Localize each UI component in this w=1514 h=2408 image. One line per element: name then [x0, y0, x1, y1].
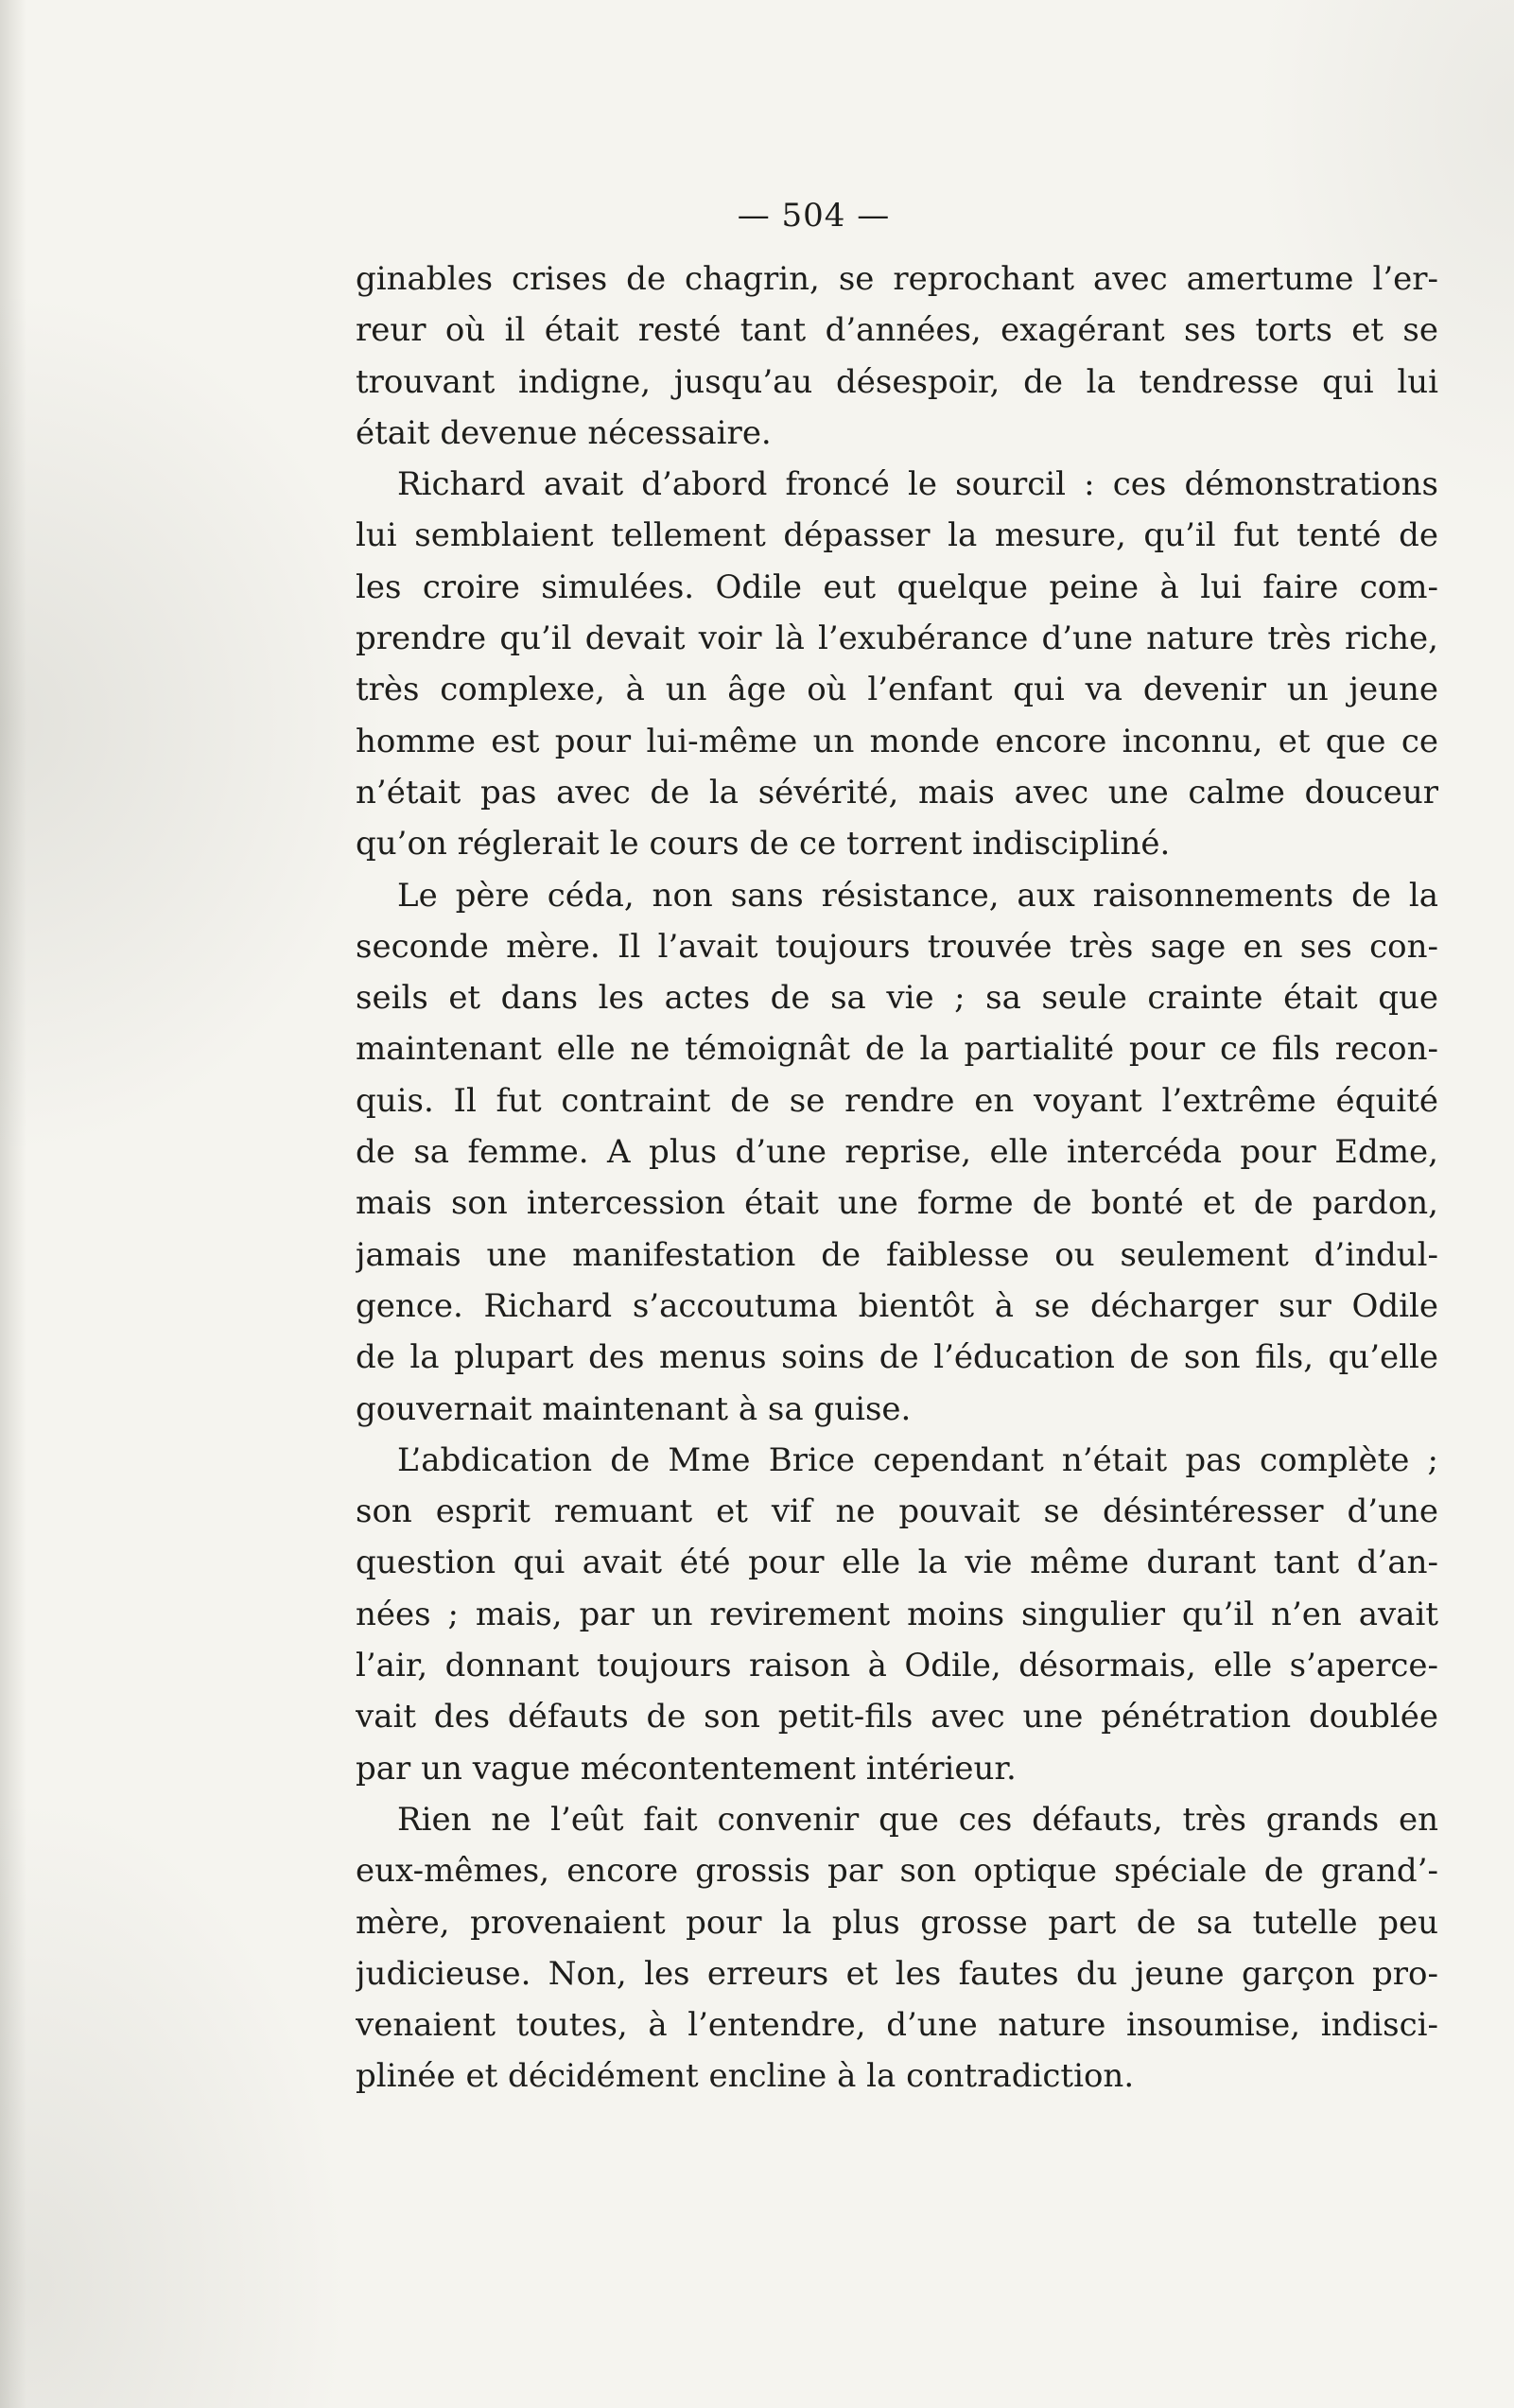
- text-line: était devenue nécessaire.: [356, 413, 772, 452]
- text-line: gence. Richard s’accoutuma bientôt à se décharger sur Odile: [356, 1286, 1438, 1325]
- text-line: Le père céda, non sans résistance, aux raisonnements de la: [397, 876, 1438, 915]
- text-line: quis. Il fut contraint de se rendre en voyant l’extrême équité: [356, 1081, 1438, 1120]
- paragraph: [356, 870, 1438, 1435]
- text-line: jamais une manifestation de faiblesse ou seulement d’indul-: [356, 1235, 1438, 1274]
- text-line: n’était pas avec de la sévérité, mais avec une calme douceur: [356, 773, 1438, 811]
- text-line: nées ; mais, par un revirement moins singulier qu’il n’en avait: [356, 1595, 1438, 1633]
- body-text: [356, 253, 1438, 2103]
- text-line: de sa femme. A plus d’une reprise, elle intercéda pour Edme,: [356, 1133, 1438, 1172]
- text-line: trouvant indigne, jusqu’au désespoir, de la tendresse qui lui: [356, 362, 1438, 401]
- text-line: ginables crises de chagrin, se reprochant avec amertume l’er-: [356, 260, 1438, 298]
- paragraph: [356, 459, 1438, 869]
- text-line: les croire simulées. Odile eut quelque peine à lui faire com-: [356, 567, 1438, 606]
- text-line: l’air, donnant toujours raison à Odile, désormais, elle s’aperce-: [356, 1647, 1438, 1685]
- text-line: seils et dans les actes de sa vie ; sa seule crainte était que: [356, 979, 1438, 1018]
- text-line: très complexe, à un âge où l’enfant qui va devenir un jeune: [356, 671, 1438, 709]
- text-line: question qui avait été pour elle la vie même durant tant d’an-: [356, 1544, 1438, 1582]
- text-line: son esprit remuant et vif ne pouvait se désintéresser d’une: [356, 1492, 1438, 1531]
- text-line: mais son intercession était une forme de bonté et de pardon,: [356, 1184, 1438, 1223]
- text-line: vait des défauts de son petit-fils avec une pénétration doublée: [356, 1698, 1438, 1736]
- paragraph: [356, 1435, 1438, 1794]
- text-line: mère, provenaient pour la plus grosse part de sa tutelle peu: [356, 1903, 1438, 1942]
- paragraph: [356, 1794, 1438, 2103]
- text-line: maintenant elle ne témoignât de la partialité pour ce fils recon-: [356, 1030, 1438, 1069]
- paragraph: [356, 253, 1438, 459]
- page-shadow-edge: [0, 0, 26, 2408]
- text-line: prendre qu’il devait voir là l’exubérance d’une nature très riche,: [356, 619, 1438, 658]
- text-line: venaient toutes, à l’entendre, d’une nature insoumise, indisci-: [356, 2006, 1438, 2045]
- text-line: par un vague mécontentement intérieur.: [356, 1749, 1017, 1788]
- text-line: judicieuse. Non, les erreurs et les fautes du jeune garçon pro-: [356, 1954, 1438, 1993]
- text-line: homme est pour lui-même un monde encore inconnu, et que ce: [356, 722, 1438, 760]
- text-line: qu’on réglerait le cours de ce torrent indiscipliné.: [356, 825, 1171, 864]
- text-line: plinée et décidément encline à la contradiction.: [356, 2057, 1135, 2096]
- text-line: Rien ne l’eût fait convenir que ces défauts, très grands en: [397, 1800, 1438, 1839]
- text-line: de la plupart des menus soins de l’éducation de son fils, qu’elle: [356, 1338, 1438, 1377]
- text-line: seconde mère. Il l’avait toujours trouvée très sage en ses con-: [356, 927, 1438, 966]
- text-line: L’abdication de Mme Brice cependant n’était pas complète ;: [397, 1440, 1438, 1479]
- text-line: Richard avait d’abord froncé le sourcil : ces démonstrations: [397, 465, 1438, 504]
- text-line: eux-mêmes, encore grossis par son optique spéciale de grand’-: [356, 1852, 1438, 1891]
- text-line: reur où il était resté tant d’années, exagérant ses torts et se: [356, 311, 1438, 350]
- text-line: lui semblaient tellement dépasser la mesure, qu’il fut tenté de: [356, 516, 1438, 555]
- text-line: gouvernait maintenant à sa guise.: [356, 1389, 912, 1428]
- page-number: — 504 —: [737, 197, 891, 235]
